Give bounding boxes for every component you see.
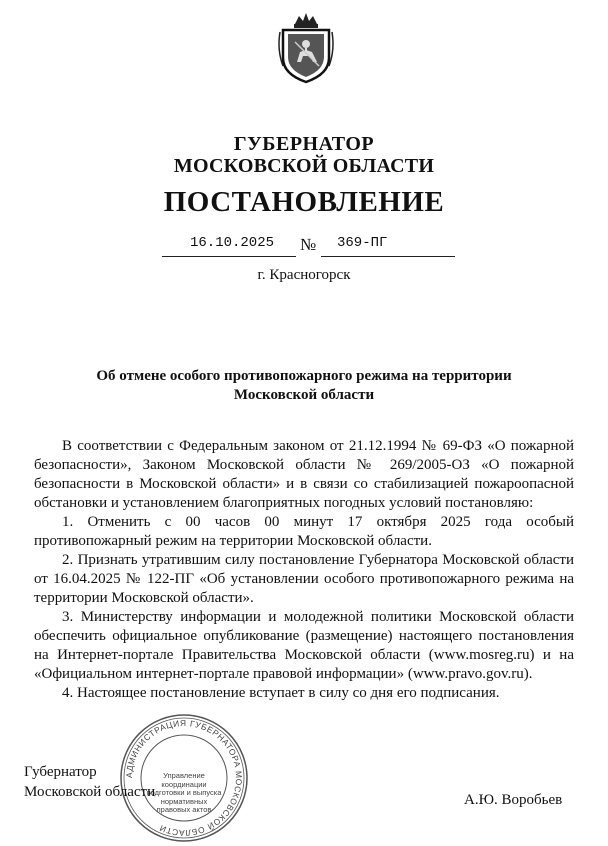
stamp-ring-text: АДМИНИСТРАЦИЯ ГУБЕРНАТОРА МОСКОВСКОЙ ОБЛАСТИ bbox=[123, 717, 245, 839]
signatory-name: А.Ю. Воробьев bbox=[464, 792, 563, 808]
preamble-paragraph: В соответствии с Федеральным законом от 21.12.1994 № 69-ФЗ «О пожарной безопасности», Законом Московской области № 269/2005-ОЗ «О пожарной безопасности в Московской области» и в связи со стабилизацией пожароопасной обстановки и установлением благоприятных погодных условий постановляю: bbox=[34, 438, 574, 511]
number-underline bbox=[321, 256, 455, 257]
document-title-line2: Московской области bbox=[233, 387, 375, 403]
document-number: 369-ПГ bbox=[337, 235, 388, 251]
stamp-center-text: Управление координации подготовки и выпуска нормативных правовых актов bbox=[146, 771, 222, 814]
document-type: ПОСТАНОВЛЕНИЕ bbox=[163, 186, 445, 218]
document-title-line1: Об отмене особого противопожарного режима на территории bbox=[96, 368, 512, 384]
signatory-position bbox=[24, 762, 155, 802]
signatory-position-line2: Московской области bbox=[24, 784, 156, 800]
item-paragraph-2: 2. Признать утратившим силу постановление Губернатора Московской области от 16.04.2025 № 122-ПГ «Об установлении особого противопожарного режима на территории Московской области». bbox=[34, 552, 574, 606]
signatory-position-line1: Губернатор bbox=[24, 764, 97, 780]
number-sign: № bbox=[300, 235, 317, 254]
document-body bbox=[34, 437, 574, 703]
item-paragraph-3: 3. Министерству информации и молодежной политики Московской области обеспечить официальное опубликование (размещение) настоящего постановления на Интернет-портале Правительства Московской области (www.mosreg.ru) и на «Официальном интернет-портале правовой информации» (www.pravo.gov.ru). bbox=[34, 609, 574, 682]
issuer-region: МОСКОВСКОЙ ОБЛАСТИ bbox=[173, 155, 435, 177]
document-city: г. Красногорск bbox=[257, 267, 351, 283]
item-paragraph-1: 1. Отменить с 00 часов 00 минут 17 октября 2025 года особый противопожарный режим на территории Московской области. bbox=[34, 514, 574, 549]
coat-of-arms-icon bbox=[275, 10, 337, 84]
document-date: 16.10.2025 bbox=[190, 235, 275, 251]
date-underline bbox=[162, 256, 296, 257]
issuer-title: ГУБЕРНАТОР bbox=[233, 133, 375, 155]
item-paragraph-4: 4. Настоящее постановление вступает в силу со дня его подписания. bbox=[62, 685, 500, 701]
